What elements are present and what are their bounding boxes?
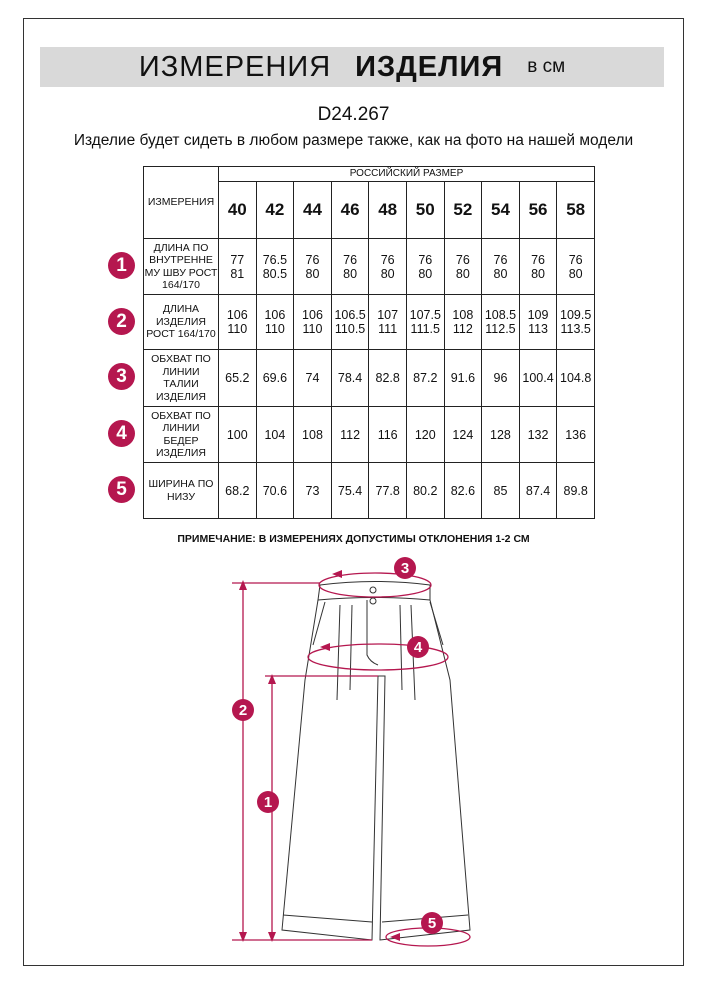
cell-value: 91.6 [444, 350, 482, 407]
cell-value: 112 [331, 407, 369, 463]
cell-value: 85 [482, 463, 520, 519]
size-48: 48 [369, 182, 407, 239]
cell-value: 76 80 [444, 239, 482, 295]
cell-value: 75.4 [331, 463, 369, 519]
size-42: 42 [256, 182, 294, 239]
title-part2: ИЗДЕЛИЯ [355, 50, 504, 83]
size-header: РОССИЙСКИЙ РАЗМЕР [219, 167, 595, 182]
cell-value: 69.6 [256, 350, 294, 407]
size-58: 58 [557, 182, 595, 239]
cell-value: 76 80 [557, 239, 595, 295]
row-label: ШИРИНА ПО НИЗУ [144, 463, 219, 519]
size-52: 52 [444, 182, 482, 239]
row-label: ДЛИНА ИЗДЕЛИЯ РОСТ 164/170 [144, 295, 219, 350]
cell-value: 106 110 [294, 295, 332, 350]
cell-value: 108 112 [444, 295, 482, 350]
cell-value: 68.2 [219, 463, 257, 519]
row-badge: 4 [108, 420, 135, 447]
note: ПРИМЕЧАНИЕ: В ИЗМЕРЕНИЯХ ДОПУСТИМЫ ОТКЛОНЕНИЯ 1-2 СМ [177, 533, 530, 545]
cell-value: 70.6 [256, 463, 294, 519]
cell-value: 116 [369, 407, 407, 463]
cell-value: 77 81 [219, 239, 257, 295]
cell-value: 108 [294, 407, 332, 463]
row-label: ОБХВАТ ПО ЛИНИИ БЕДЕР ИЗДЕЛИЯ [144, 407, 219, 463]
cell-value: 87.4 [519, 463, 557, 519]
size-54: 54 [482, 182, 520, 239]
row-badge: 2 [108, 308, 135, 335]
cell-value: 136 [557, 407, 595, 463]
cell-value: 104.8 [557, 350, 595, 407]
row-badge: 5 [108, 476, 135, 503]
cell-value: 107 111 [369, 295, 407, 350]
cell-value: 104 [256, 407, 294, 463]
cell-value: 120 [406, 407, 444, 463]
cell-value: 100 [219, 407, 257, 463]
cell-value: 82.8 [369, 350, 407, 407]
cell-value: 74 [294, 350, 332, 407]
product-code: D24.267 [317, 104, 390, 125]
row-badge: 1 [108, 252, 135, 279]
size-50: 50 [406, 182, 444, 239]
diagram-badge: 4 [407, 636, 429, 658]
size-44: 44 [294, 182, 332, 239]
diagram-badge: 3 [394, 557, 416, 579]
cell-value: 65.2 [219, 350, 257, 407]
cell-value: 76.5 80.5 [256, 239, 294, 295]
cell-value: 109 113 [519, 295, 557, 350]
cell-value: 76 80 [406, 239, 444, 295]
cell-value: 106 110 [256, 295, 294, 350]
cell-value: 108.5 112.5 [482, 295, 520, 350]
row-label: ДЛИНА ПО ВНУТРЕННЕ МУ ШВУ РОСТ 164/170 [144, 239, 219, 295]
cell-value: 76 80 [369, 239, 407, 295]
cell-value: 132 [519, 407, 557, 463]
cell-value: 76 80 [519, 239, 557, 295]
cell-value: 124 [444, 407, 482, 463]
cell-value: 76 80 [482, 239, 520, 295]
title-part1: ИЗМЕРЕНИЯ [138, 50, 332, 83]
diagram-badge: 1 [257, 791, 279, 813]
cell-value: 109.5 113.5 [557, 295, 595, 350]
diagram-badge: 5 [421, 912, 443, 934]
cell-value: 87.2 [406, 350, 444, 407]
cell-value: 77.8 [369, 463, 407, 519]
cell-value: 96 [482, 350, 520, 407]
row-label: ОБХВАТ ПО ЛИНИИ ТАЛИИ ИЗДЕЛИЯ [144, 350, 219, 407]
cell-value: 82.6 [444, 463, 482, 519]
title-unit: в см [527, 56, 566, 77]
cell-value: 89.8 [557, 463, 595, 519]
cell-value: 76 80 [294, 239, 332, 295]
size-40: 40 [219, 182, 257, 239]
subtitle: Изделие будет сидеть в любом размере также, как на фото на нашей модели [73, 132, 634, 149]
cell-value: 106 110 [219, 295, 257, 350]
measure-header: ИЗМЕРЕНИЯ [144, 167, 219, 239]
cell-value: 100.4 [519, 350, 557, 407]
cell-value: 128 [482, 407, 520, 463]
cell-value: 78.4 [331, 350, 369, 407]
row-badge: 3 [108, 363, 135, 390]
size-46: 46 [331, 182, 369, 239]
cell-value: 107.5 111.5 [406, 295, 444, 350]
cell-value: 73 [294, 463, 332, 519]
diagram-badge: 2 [232, 699, 254, 721]
cell-value: 80.2 [406, 463, 444, 519]
size-56: 56 [519, 182, 557, 239]
cell-value: 106.5 110.5 [331, 295, 369, 350]
cell-value: 76 80 [331, 239, 369, 295]
